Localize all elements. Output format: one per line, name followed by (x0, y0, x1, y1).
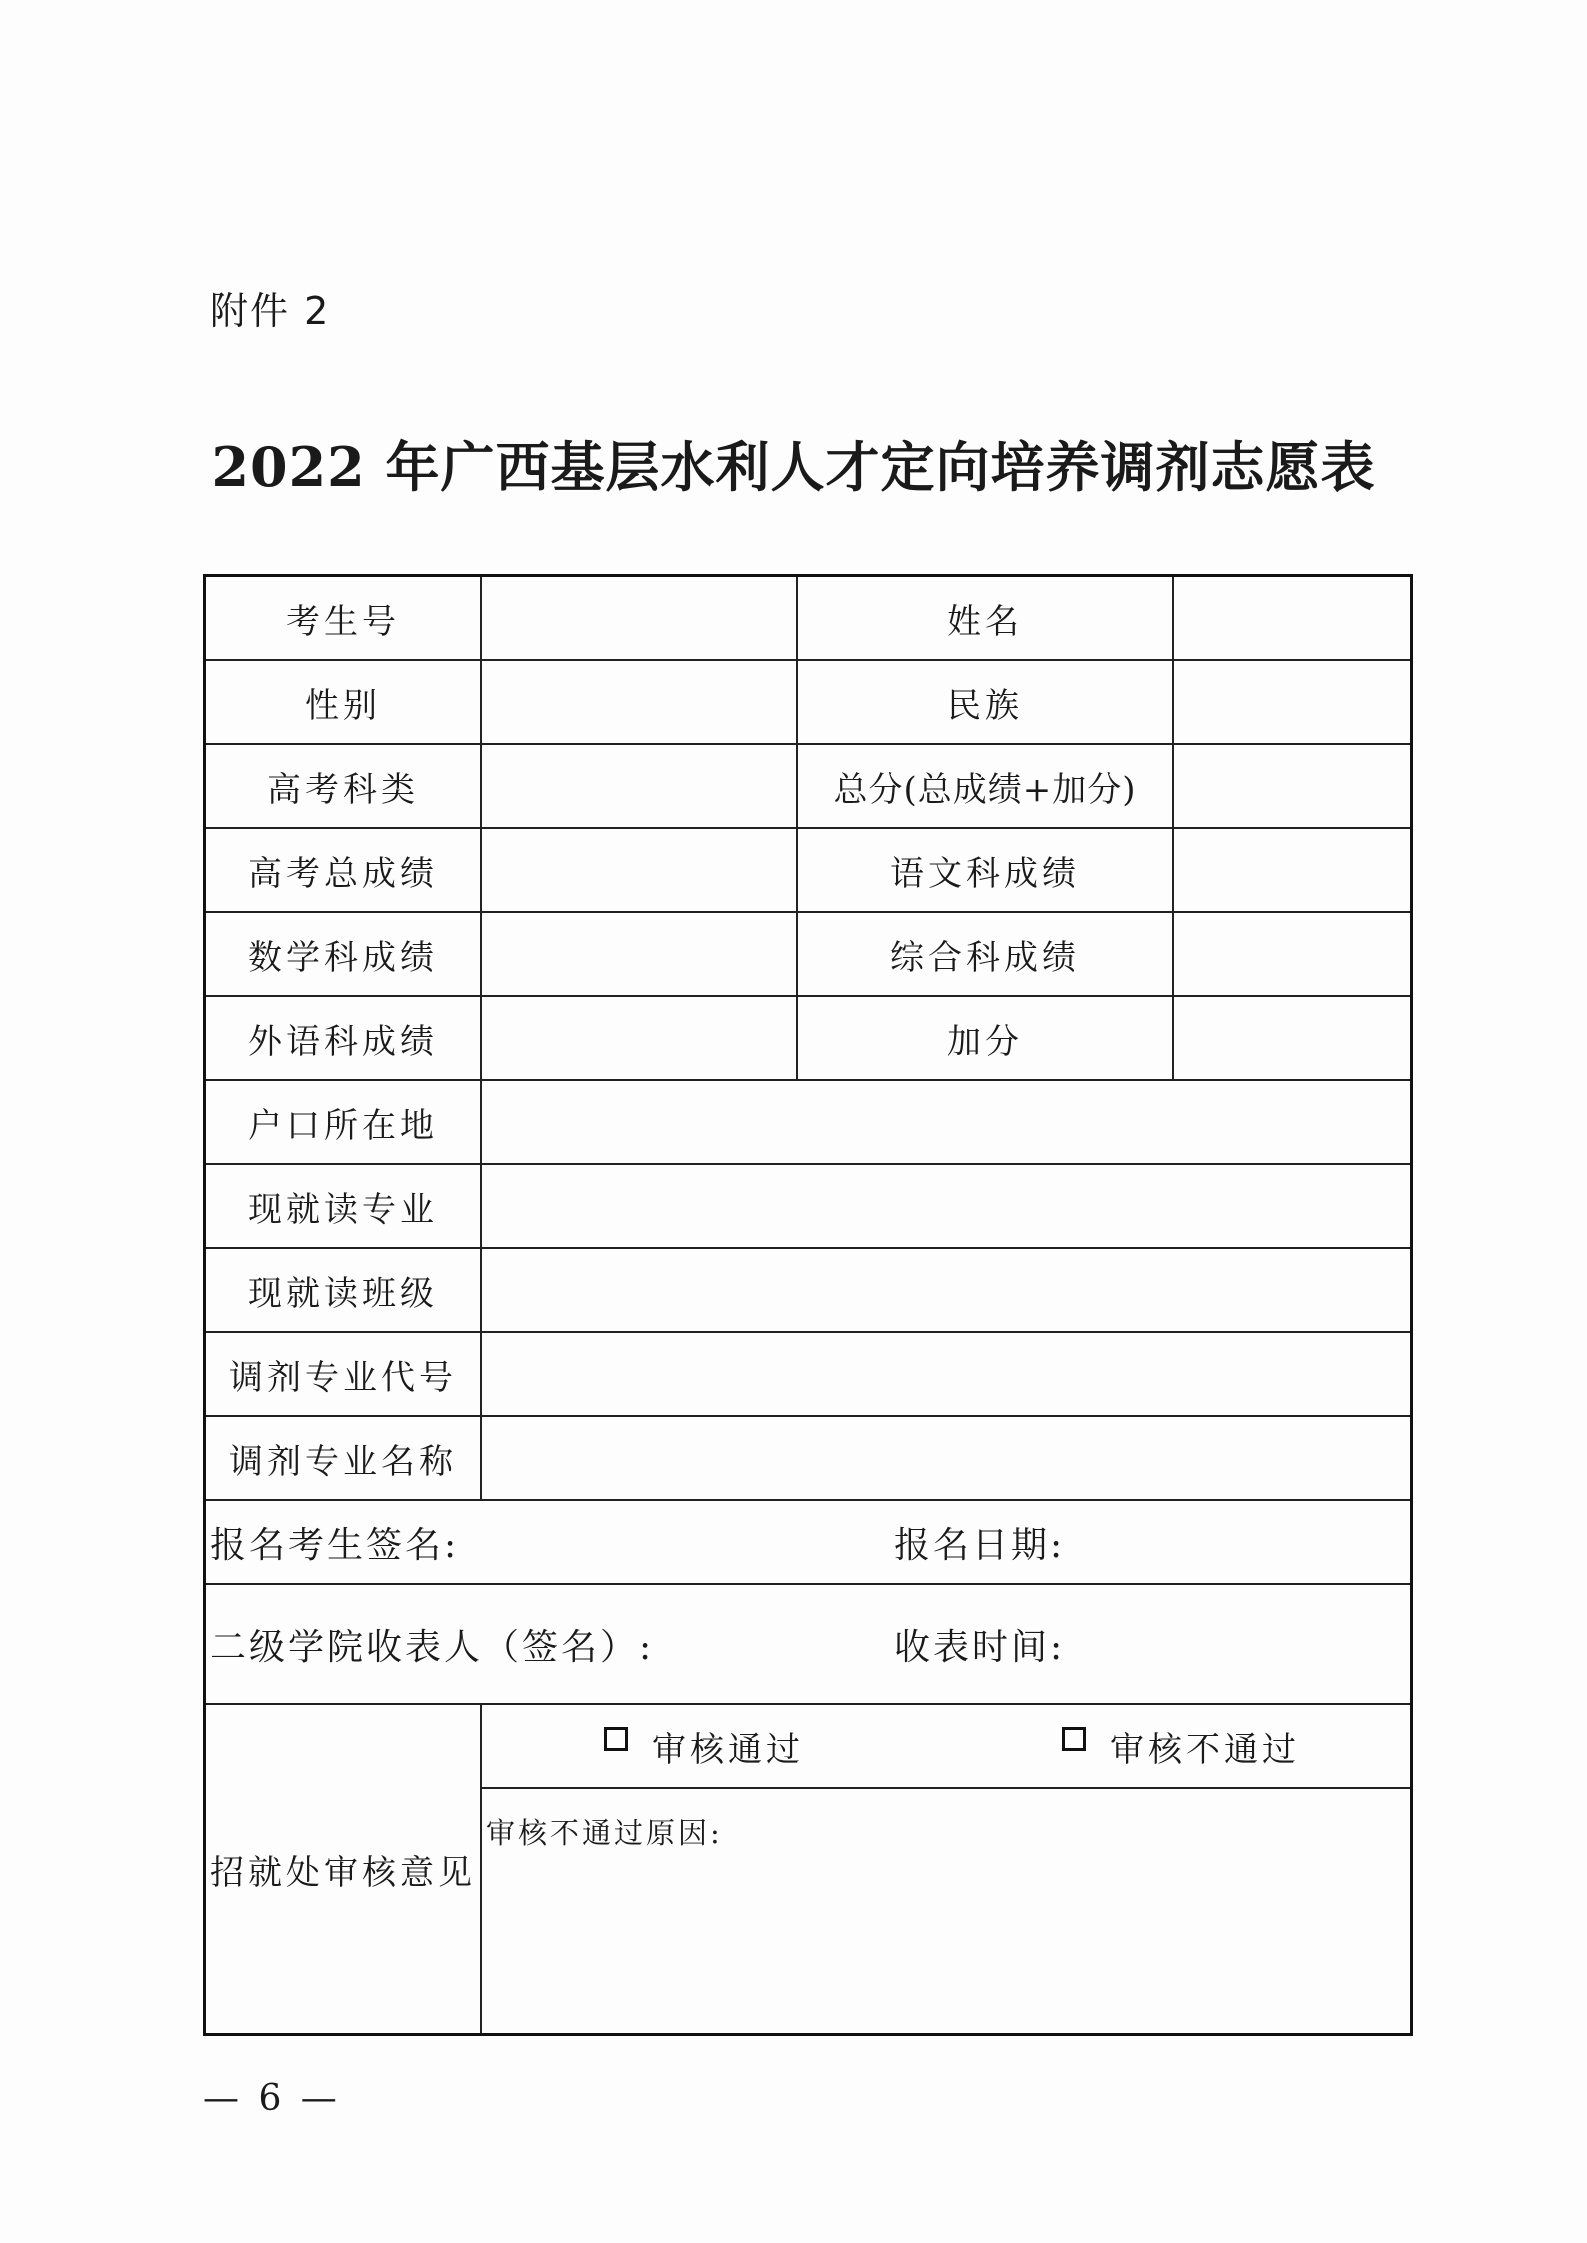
field-label: 综合科成绩 (798, 913, 1174, 995)
ethnicity-value-cell[interactable] (1174, 661, 1410, 743)
collector-signature-row (206, 1585, 1410, 1705)
document-title: 2022 年广西基层水利人才定向培养调剂志愿表 (211, 435, 1376, 499)
review-opinion-label: 招就处审核意见 (206, 1705, 482, 2033)
current-class-value-cell[interactable] (482, 1249, 1410, 1331)
chinese-score-value-cell[interactable] (1174, 829, 1410, 911)
field-label: 性别 (206, 661, 482, 743)
review-fail-option[interactable] (1062, 1722, 1300, 1771)
field-label: 数学科成绩 (206, 913, 482, 995)
exam-category-value-cell[interactable] (482, 745, 798, 827)
form-row (206, 913, 1410, 997)
name-value-cell[interactable] (1174, 577, 1410, 659)
review-pass-option[interactable] (604, 1722, 804, 1771)
review-reason-label: 审核不通过原因: (486, 1816, 723, 1850)
foreign-language-score-value-cell[interactable] (482, 997, 798, 1079)
attachment-label: 附件 2 (210, 289, 331, 333)
form-row (206, 661, 1410, 745)
transfer-major-name-value-cell[interactable] (482, 1417, 1410, 1499)
field-label: 外语科成绩 (206, 997, 482, 1079)
review-options (482, 1705, 1410, 1789)
math-score-value-cell[interactable] (482, 913, 798, 995)
field-label: 现就读专业 (206, 1165, 482, 1247)
form-row (206, 1249, 1410, 1333)
applicant-signature-label[interactable]: 报名考生签名: (210, 1524, 460, 1566)
field-label: 语文科成绩 (798, 829, 1174, 911)
exam-total-value-cell[interactable] (482, 829, 798, 911)
exam-number-value-cell[interactable] (482, 577, 798, 659)
field-label: 总分(总成绩+加分) (798, 745, 1174, 827)
collector-signature-label[interactable]: 二级学院收表人（签名）: (210, 1626, 655, 1668)
field-label: 现就读班级 (206, 1249, 482, 1331)
form-row (206, 829, 1410, 913)
form-row (206, 1165, 1410, 1249)
review-pass-label: 审核通过 (652, 1729, 804, 1770)
checkbox-icon[interactable] (604, 1727, 628, 1751)
field-label: 高考科类 (206, 745, 482, 827)
collect-time-label[interactable]: 收表时间: (894, 1626, 1066, 1668)
applicant-date-label[interactable]: 报名日期: (894, 1524, 1066, 1566)
review-section (206, 1705, 1410, 2033)
form-row (206, 997, 1410, 1081)
comprehensive-score-value-cell[interactable] (1174, 913, 1410, 995)
total-score-value-cell[interactable] (1174, 745, 1410, 827)
gender-value-cell[interactable] (482, 661, 798, 743)
checkbox-icon[interactable] (1062, 1727, 1086, 1751)
applicant-signature-row (206, 1501, 1410, 1585)
form-row (206, 1417, 1410, 1501)
field-label: 加分 (798, 997, 1174, 1079)
field-label: 高考总成绩 (206, 829, 482, 911)
current-major-value-cell[interactable] (482, 1165, 1410, 1247)
application-form-table (203, 574, 1413, 2036)
review-body (482, 1705, 1410, 2033)
review-fail-label: 审核不通过 (1110, 1729, 1300, 1770)
field-label: 户口所在地 (206, 1081, 482, 1163)
form-row (206, 1333, 1410, 1417)
form-row (206, 1081, 1410, 1165)
form-row (206, 745, 1410, 829)
household-registration-value-cell[interactable] (482, 1081, 1410, 1163)
field-label: 考生号 (206, 577, 482, 659)
form-row (206, 577, 1410, 661)
field-label: 民族 (798, 661, 1174, 743)
field-label: 调剂专业代号 (206, 1333, 482, 1415)
field-label: 姓名 (798, 577, 1174, 659)
page-number: — 6 — (203, 2078, 341, 2119)
transfer-major-code-value-cell[interactable] (482, 1333, 1410, 1415)
field-label: 调剂专业名称 (206, 1417, 482, 1499)
bonus-points-value-cell[interactable] (1174, 997, 1410, 1079)
review-reason-area[interactable] (482, 1789, 1410, 2033)
